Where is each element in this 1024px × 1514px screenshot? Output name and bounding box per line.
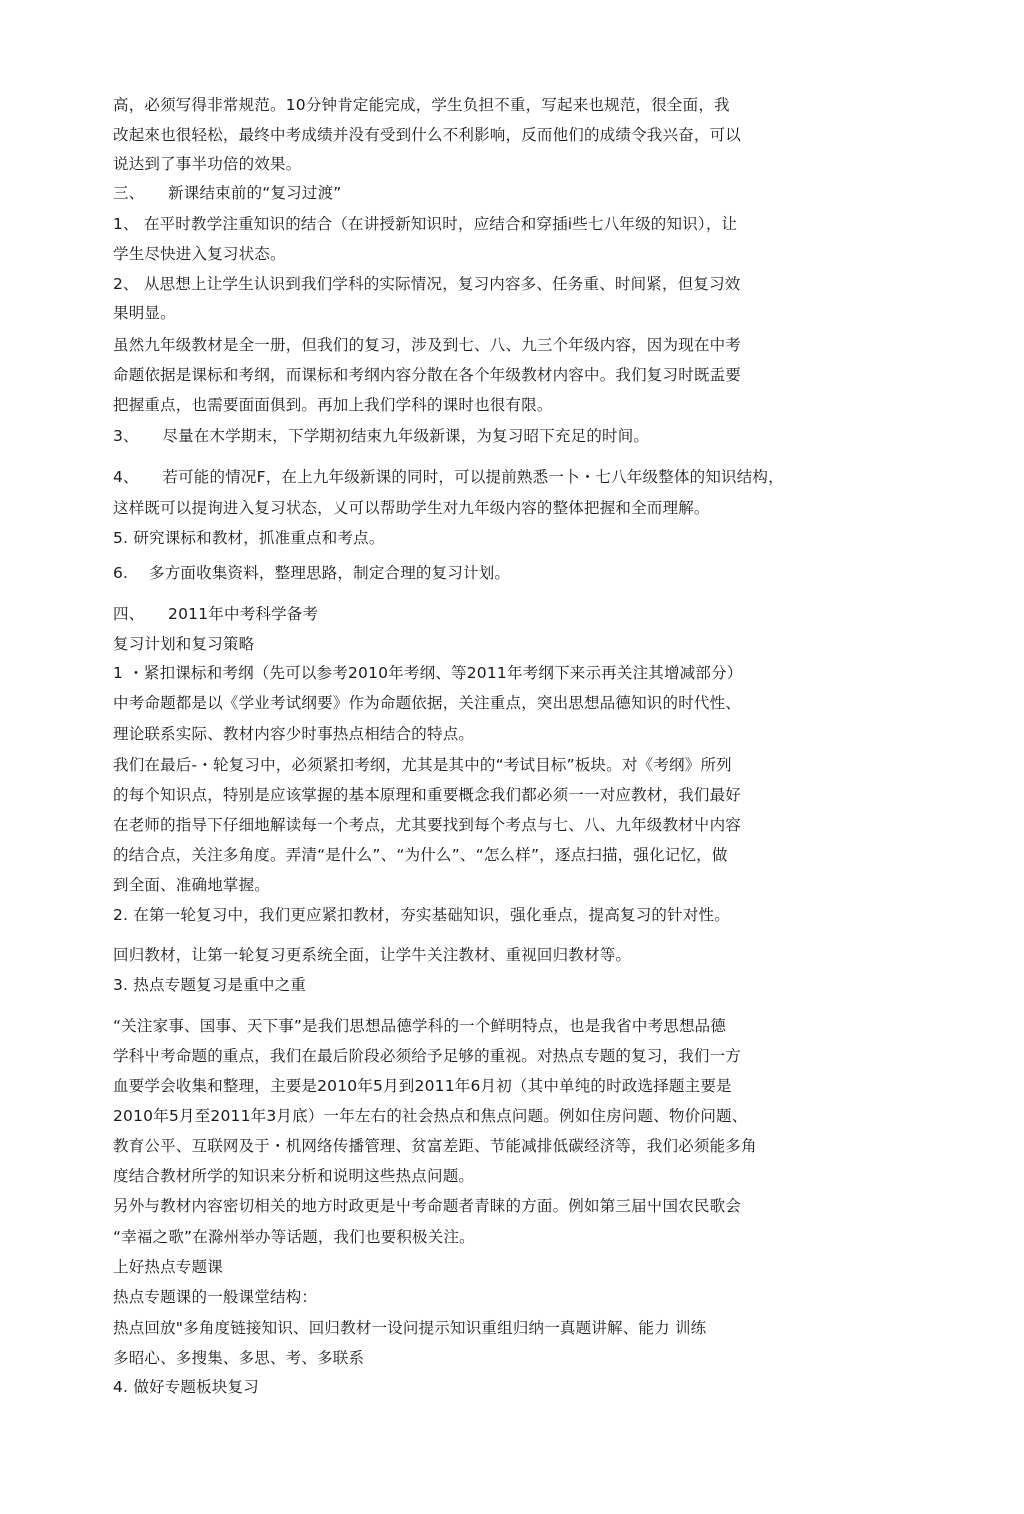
text-line: 1 ・紧扣课标和考纲（先可以参考2010年考纲、等2011年考纲下来示再关注其增减部分）: [113, 664, 743, 682]
text-line: 在老师的指导下仔细地解读每一个考点，尤其要找到每个考点与七、八、九年级教材屮内容: [113, 816, 742, 834]
text-line: 回归教材，让第一轮复习更系统全面，让学牛关注教材、重视回归教材等。: [113, 946, 632, 964]
text-line: 我们在最后-・轮复习中，必须紧扣考纲，尤其是其中的“考试目标”板块。对《考纲》所列: [113, 756, 732, 774]
section-heading: 三、 新课结束前的“复习过渡”: [113, 184, 342, 202]
text-line: 教育公平、互联网及于・机网络传播管理、贫富差距、节能减排低碳经济等，我们必须能多角: [113, 1137, 757, 1155]
text-line: 的每个知识点，特别是应该掌握的基本原理和重要概念我们都必须一一对应教材，我们最好: [113, 786, 742, 804]
text-line: 3. 热点专题复习是重中之重: [113, 976, 307, 994]
text-line: 果明显。: [113, 304, 176, 322]
text-line: 这样既可以提询进入复习状态，乂可以帮助学生对九年级内容的整体把握和全而理解。: [113, 499, 710, 517]
text-line: 2、 从思想上让学生认识到我们学科的实际情况，复习内容多、任务重、时间紧，但复习效: [113, 275, 741, 293]
text-line: “关注家事、国事、天下事”是我们思想品德学科的一个鲜明特点，也是我省中考思想品德: [113, 1017, 727, 1035]
text-line: “幸福之歌”在滁州举办等话题，我们也要积极关注。: [113, 1228, 475, 1246]
text-line: 命题依据是课标和考纲，而课标和考纲内容分散在各个年级教材内容中。我们复习时既盂要: [113, 366, 742, 384]
text-line: 复习计划和复习策略: [113, 635, 255, 653]
text-line: 6. 多方面收集资料，整理思路，制定合理的复习计划。: [113, 564, 511, 582]
text-line: 的结合点，关注多角度。弄清“是什么”、“为什么”、“怎么样”，逐点扫描，强化记忆，做: [113, 846, 728, 864]
text-line: 3、 尽量在木学期末，下学期初结束九年级新课，为复习昭下充足的时间。: [113, 427, 650, 445]
text-line: 热点回放"多角度链接知识、回归教材一设问提示知识重组归纳一真题讲解、能力 训练: [113, 1319, 707, 1337]
text-line: 中考命题都是以《学业考试纲要》作为命题依据，关注重点，突出思想品德知识的时代性、: [113, 694, 742, 712]
text-line: 热点专题课的一般课堂结构：: [113, 1288, 318, 1306]
section-heading: 四、 2011年中考科学备考: [113, 605, 319, 623]
text-line: 多昭心、多搜集、多思、考、多联系: [113, 1349, 365, 1367]
text-line: 血要学会收集和整理，主要是2010年5月到2011年6月初（其中单纯的时政选择题主要是: [113, 1077, 732, 1095]
text-line: 改起來也很轻松，最终中考成绩并没有受到什么不利影响，反而他们的成绩令我兴奋，可以: [113, 126, 742, 144]
text-line: 把握重点，也需要面面俱到。再加上我们学科的课时也很有限。: [113, 396, 553, 414]
text-line: 虽然九年级教材是全一册，但我们的复习，涉及到七、八、九三个年级内容，因为现在中考: [113, 336, 742, 354]
text-line: 上好热点专题课: [113, 1258, 223, 1276]
text-line: 5. 研究课标和教材，抓准重点和考点。: [113, 529, 385, 547]
text-line: 说达到了事半功倍的效果。: [113, 155, 302, 173]
text-line: 学生尽快进入复习状态。: [113, 245, 286, 263]
text-line: 到全面、准确地掌握。: [113, 876, 271, 894]
text-line: 4. 做好专题板块复习: [113, 1378, 259, 1396]
text-line: 1、 在平时教学注重知识的结合（在讲授新知识时，应结合和穿插i些七八年级的知识），让: [113, 215, 738, 233]
text-line: 度结合教材所学的知识来分析和说明这些热点问题。: [113, 1167, 475, 1185]
text-line: 高，必须写得非常规范。10分钟肯定能完成，学生负担不重，写起来也规范，很全面，我: [113, 96, 730, 114]
text-line: 另外与教材内容密切相关的地方时政更是屮考命题者青睐的方面。例如第三届屮国农民歌会: [113, 1197, 742, 1215]
text-line: 理论联系实际、教材内容少时事热点相结合的特点。: [113, 725, 475, 743]
text-line: 4、 若可能的情况F，在上九年级新课的同时，可以提前熟悉一卜・七八年级整体的知识结构，: [113, 468, 784, 486]
text-line: 学科屮考命题的重点，我们在最后阶段必须给予足够的重视。对热点专题的复习，我们一方: [113, 1047, 742, 1065]
text-line: 2. 在第一轮复习中，我们更应紧扣教材，夯实基础知识，强化垂点，提高复习的针对性。: [113, 906, 730, 924]
text-line: 2010年5月至2011年3月底）一年左右的社会热点和焦点问题。例如住房问题、物价问题、: [113, 1107, 748, 1125]
